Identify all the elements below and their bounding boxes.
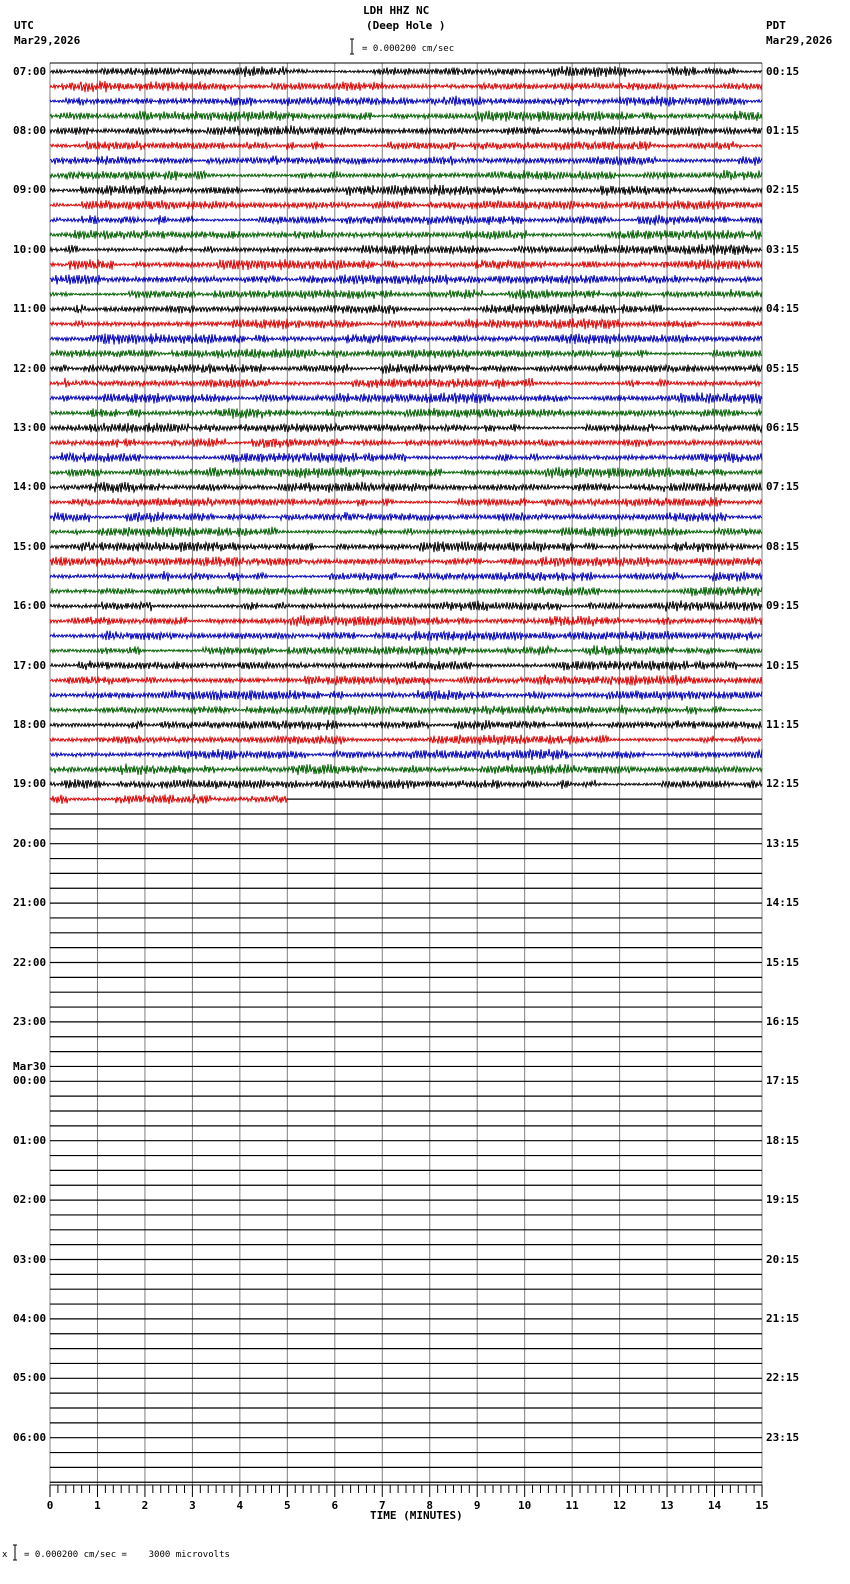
utc-hour-label: 15:00 bbox=[13, 539, 47, 553]
x-tick-label: 0 bbox=[46, 1499, 54, 1512]
pdt-hour-label: 11:15 bbox=[766, 717, 800, 731]
x-tick-label: 11 bbox=[565, 1499, 579, 1512]
pdt-hour-label: 03:15 bbox=[766, 242, 800, 256]
pdt-hour-label: 13:15 bbox=[766, 836, 800, 850]
utc-hour-label: 13:00 bbox=[13, 420, 47, 434]
left-timezone: UTC bbox=[14, 19, 34, 32]
pdt-hour-label: 00:15 bbox=[766, 64, 800, 78]
utc-hour-label: 08:00 bbox=[13, 123, 47, 137]
utc-hour-label: 03:00 bbox=[13, 1252, 47, 1266]
utc-hour-label: 16:00 bbox=[13, 599, 47, 613]
x-axis-title: TIME (MINUTES) bbox=[370, 1509, 463, 1522]
x-tick-label: 5 bbox=[284, 1499, 291, 1512]
utc-hour-label: 14:00 bbox=[13, 480, 47, 494]
x-tick-label: 14 bbox=[707, 1499, 722, 1512]
x-tick-label: 10 bbox=[518, 1499, 532, 1512]
utc-hour-label: 23:00 bbox=[13, 1014, 47, 1028]
right-date: Mar29,2026 bbox=[766, 34, 833, 47]
station-title: LDH HHZ NC bbox=[363, 4, 430, 17]
utc-hour-label: 07:00 bbox=[13, 64, 47, 78]
utc-hour-label: 20:00 bbox=[13, 836, 47, 850]
x-tick-label: 6 bbox=[331, 1499, 339, 1512]
station-site: (Deep Hole ) bbox=[366, 19, 446, 32]
scale-label: = 0.000200 cm/sec bbox=[362, 44, 455, 54]
x-tick-label: 1 bbox=[94, 1499, 101, 1512]
x-tick-label: 12 bbox=[612, 1499, 627, 1512]
pdt-hour-label: 23:15 bbox=[766, 1430, 800, 1444]
pdt-hour-label: 06:15 bbox=[766, 420, 800, 434]
utc-hour-label: 09:00 bbox=[13, 183, 47, 197]
pdt-hour-label: 18:15 bbox=[766, 1133, 800, 1147]
utc-hour-label: 17:00 bbox=[13, 658, 47, 672]
pdt-hour-label: 21:15 bbox=[766, 1311, 800, 1325]
utc-hour-label: 02:00 bbox=[13, 1193, 47, 1207]
pdt-hour-label: 09:15 bbox=[766, 599, 800, 613]
pdt-hour-label: 19:15 bbox=[766, 1193, 800, 1207]
pdt-hour-label: 16:15 bbox=[766, 1014, 800, 1028]
pdt-hour-label: 04:15 bbox=[766, 302, 800, 316]
pdt-hour-label: 10:15 bbox=[766, 658, 800, 672]
left-date: Mar29,2026 bbox=[14, 34, 81, 47]
x-tick-label: 9 bbox=[473, 1499, 481, 1512]
pdt-hour-label: 17:15 bbox=[766, 1074, 800, 1088]
pdt-hour-label: 22:15 bbox=[766, 1371, 800, 1385]
x-tick-label: 7 bbox=[378, 1499, 386, 1512]
pdt-hour-label: 15:15 bbox=[766, 955, 800, 969]
utc-hour-label: 05:00 bbox=[13, 1371, 47, 1385]
x-tick-label: 3 bbox=[189, 1499, 196, 1512]
utc-hour-label: 04:00 bbox=[13, 1311, 47, 1325]
utc-hour-label: 18:00 bbox=[13, 717, 47, 731]
utc-hour-label: 19:00 bbox=[13, 777, 47, 791]
x-tick-label: 15 bbox=[755, 1499, 769, 1512]
utc-date-label: Mar30 bbox=[13, 1060, 47, 1074]
pdt-hour-label: 05:15 bbox=[766, 361, 800, 375]
utc-hour-label: 10:00 bbox=[13, 242, 47, 256]
pdt-hour-label: 02:15 bbox=[766, 183, 800, 197]
x-tick-label: 4 bbox=[236, 1499, 244, 1512]
right-timezone: PDT bbox=[766, 19, 786, 32]
x-tick-label: 8 bbox=[426, 1499, 434, 1512]
utc-hour-label: 12:00 bbox=[13, 361, 47, 375]
utc-hour-label: 06:00 bbox=[13, 1430, 47, 1444]
utc-hour-label: 11:00 bbox=[13, 302, 47, 316]
footer-marker: x bbox=[2, 1550, 8, 1560]
pdt-hour-label: 08:15 bbox=[766, 539, 800, 553]
pdt-hour-label: 12:15 bbox=[766, 777, 800, 791]
pdt-hour-label: 14:15 bbox=[766, 896, 800, 910]
pdt-hour-label: 20:15 bbox=[766, 1252, 800, 1266]
x-tick-label: 13 bbox=[660, 1499, 674, 1512]
footer-scale: = 0.000200 cm/sec = 3000 microvolts bbox=[24, 1550, 230, 1560]
utc-hour-label: 00:00 bbox=[13, 1074, 47, 1088]
utc-hour-label: 01:00 bbox=[13, 1133, 47, 1147]
pdt-hour-label: 01:15 bbox=[766, 123, 800, 137]
utc-hour-label: 22:00 bbox=[13, 955, 47, 969]
pdt-hour-label: 07:15 bbox=[766, 480, 800, 494]
x-tick-label: 2 bbox=[141, 1499, 149, 1512]
utc-hour-label: 21:00 bbox=[13, 896, 47, 910]
